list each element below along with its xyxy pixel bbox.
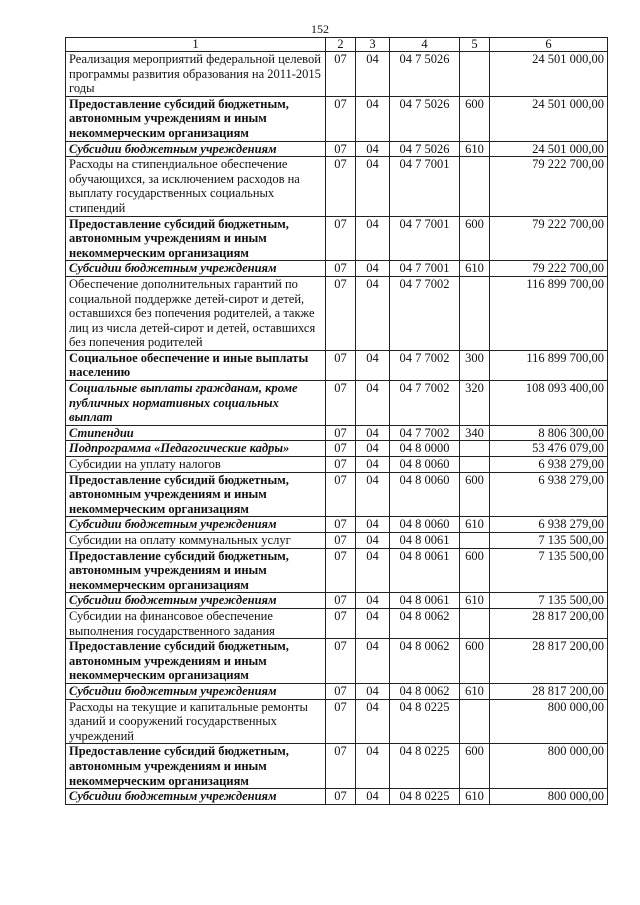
row-section-cell: 07 (326, 517, 356, 533)
row-amount-cell: 28 817 200,00 (490, 683, 608, 699)
row-target-article-cell: 04 8 0000 (390, 441, 460, 457)
row-expense-type-cell: 610 (460, 683, 490, 699)
row-expense-type-cell: 600 (460, 744, 490, 789)
row-expense-type-cell (460, 699, 490, 744)
table-row (66, 350, 608, 380)
table-row (66, 96, 608, 141)
row-section-cell: 07 (326, 639, 356, 684)
table-row (66, 441, 608, 457)
table-row (66, 216, 608, 261)
row-section-cell: 07 (326, 683, 356, 699)
table-row (66, 548, 608, 593)
row-name-cell: Реализация мероприятий федеральной целевой программы развития образования на 2011-2015 годы (66, 52, 326, 97)
row-section-cell: 07 (326, 608, 356, 638)
row-subsection-cell: 04 (356, 789, 390, 805)
row-amount-cell: 800 000,00 (490, 789, 608, 805)
row-amount-cell: 108 093 400,00 (490, 381, 608, 426)
header-col-5: 5 (460, 38, 490, 52)
row-expense-type-cell: 610 (460, 517, 490, 533)
row-subsection-cell: 04 (356, 157, 390, 216)
row-target-article-cell: 04 7 7002 (390, 276, 460, 350)
row-target-article-cell: 04 7 7001 (390, 216, 460, 261)
table-row (66, 457, 608, 473)
row-section-cell: 07 (326, 441, 356, 457)
row-amount-cell: 800 000,00 (490, 699, 608, 744)
row-section-cell: 07 (326, 52, 356, 97)
row-target-article-cell: 04 8 0061 (390, 548, 460, 593)
row-name-cell: Социальное обеспечение и иные выплаты населению (66, 350, 326, 380)
row-subsection-cell: 04 (356, 593, 390, 609)
table-row (66, 157, 608, 216)
row-target-article-cell: 04 7 5026 (390, 141, 460, 157)
row-amount-cell: 7 135 500,00 (490, 593, 608, 609)
row-amount-cell: 800 000,00 (490, 744, 608, 789)
row-subsection-cell: 04 (356, 216, 390, 261)
row-subsection-cell: 04 (356, 350, 390, 380)
table-row (66, 261, 608, 277)
table-row (66, 593, 608, 609)
row-name-cell: Предоставление субсидий бюджетным, автономным учреждениям и иным некоммерческим организациям (66, 216, 326, 261)
row-name-cell: Субсидии бюджетным учреждениям (66, 261, 326, 277)
row-name-cell: Субсидии на уплату налогов (66, 457, 326, 473)
row-amount-cell: 6 938 279,00 (490, 457, 608, 473)
row-section-cell: 07 (326, 789, 356, 805)
row-subsection-cell: 04 (356, 261, 390, 277)
row-name-cell: Субсидии бюджетным учреждениям (66, 683, 326, 699)
row-subsection-cell: 04 (356, 381, 390, 426)
table-body (66, 52, 608, 805)
row-target-article-cell: 04 7 7001 (390, 261, 460, 277)
header-col-4: 4 (390, 38, 460, 52)
row-amount-cell: 24 501 000,00 (490, 52, 608, 97)
row-name-cell: Расходы на текущие и капитальные ремонты зданий и сооружений государственных учреждений (66, 699, 326, 744)
row-target-article-cell: 04 8 0225 (390, 699, 460, 744)
row-target-article-cell: 04 8 0061 (390, 533, 460, 549)
budget-table (65, 37, 608, 805)
row-amount-cell: 79 222 700,00 (490, 216, 608, 261)
row-expense-type-cell (460, 608, 490, 638)
row-subsection-cell: 04 (356, 141, 390, 157)
row-target-article-cell: 04 8 0225 (390, 744, 460, 789)
table-row (66, 699, 608, 744)
row-subsection-cell: 04 (356, 548, 390, 593)
row-target-article-cell: 04 8 0225 (390, 789, 460, 805)
row-expense-type-cell: 600 (460, 639, 490, 684)
row-section-cell: 07 (326, 141, 356, 157)
row-target-article-cell: 04 7 5026 (390, 96, 460, 141)
row-expense-type-cell (460, 441, 490, 457)
row-amount-cell: 79 222 700,00 (490, 261, 608, 277)
row-section-cell: 07 (326, 744, 356, 789)
row-name-cell: Подпрограмма «Педагогические кадры» (66, 441, 326, 457)
row-subsection-cell: 04 (356, 457, 390, 473)
row-target-article-cell: 04 7 7002 (390, 381, 460, 426)
row-subsection-cell: 04 (356, 533, 390, 549)
row-name-cell: Субсидии на оплату коммунальных услуг (66, 533, 326, 549)
row-target-article-cell: 04 8 0060 (390, 472, 460, 517)
row-name-cell: Расходы на стипендиальное обеспечение обучающихся, за исключением расходов на выплату государственных социальных стипендий (66, 157, 326, 216)
row-expense-type-cell: 600 (460, 548, 490, 593)
row-expense-type-cell (460, 276, 490, 350)
header-row (66, 38, 608, 52)
row-expense-type-cell: 600 (460, 472, 490, 517)
header-col-2: 2 (326, 38, 356, 52)
table-row (66, 381, 608, 426)
row-subsection-cell: 04 (356, 96, 390, 141)
row-name-cell: Обеспечение дополнительных гарантий по социальной поддержке детей-сирот и детей, оставшихся без попечения родителей, а также лиц из числа детей-сирот и детей, оставшихся без попечения родителей (66, 276, 326, 350)
row-subsection-cell: 04 (356, 517, 390, 533)
row-section-cell: 07 (326, 216, 356, 261)
row-section-cell: 07 (326, 350, 356, 380)
table-row (66, 744, 608, 789)
table-row (66, 52, 608, 97)
row-name-cell: Субсидии бюджетным учреждениям (66, 593, 326, 609)
row-subsection-cell: 04 (356, 639, 390, 684)
row-amount-cell: 7 135 500,00 (490, 548, 608, 593)
row-name-cell: Субсидии бюджетным учреждениям (66, 517, 326, 533)
row-amount-cell: 116 899 700,00 (490, 276, 608, 350)
row-name-cell: Субсидии бюджетным учреждениям (66, 141, 326, 157)
row-subsection-cell: 04 (356, 276, 390, 350)
row-amount-cell: 28 817 200,00 (490, 608, 608, 638)
table-row (66, 517, 608, 533)
row-name-cell: Субсидии на финансовое обеспечение выполнения государственного задания (66, 608, 326, 638)
row-section-cell: 07 (326, 96, 356, 141)
row-amount-cell: 6 938 279,00 (490, 472, 608, 517)
table-row (66, 608, 608, 638)
row-expense-type-cell: 600 (460, 96, 490, 141)
row-amount-cell: 8 806 300,00 (490, 425, 608, 441)
row-subsection-cell: 04 (356, 699, 390, 744)
row-target-article-cell: 04 7 7002 (390, 425, 460, 441)
row-target-article-cell: 04 7 5026 (390, 52, 460, 97)
row-section-cell: 07 (326, 157, 356, 216)
row-name-cell: Предоставление субсидий бюджетным, автономным учреждениям и иным некоммерческим организациям (66, 472, 326, 517)
row-subsection-cell: 04 (356, 52, 390, 97)
row-name-cell: Социальные выплаты гражданам, кроме публичных нормативных социальных выплат (66, 381, 326, 426)
row-expense-type-cell (460, 52, 490, 97)
row-section-cell: 07 (326, 457, 356, 473)
row-section-cell: 07 (326, 548, 356, 593)
row-section-cell: 07 (326, 276, 356, 350)
row-name-cell: Предоставление субсидий бюджетным, автономным учреждениям и иным некоммерческим организациям (66, 639, 326, 684)
row-target-article-cell: 04 8 0062 (390, 639, 460, 684)
row-amount-cell: 116 899 700,00 (490, 350, 608, 380)
row-expense-type-cell: 340 (460, 425, 490, 441)
row-section-cell: 07 (326, 472, 356, 517)
row-amount-cell: 28 817 200,00 (490, 639, 608, 684)
table-row (66, 789, 608, 805)
row-section-cell: 07 (326, 593, 356, 609)
row-expense-type-cell (460, 157, 490, 216)
row-amount-cell: 7 135 500,00 (490, 533, 608, 549)
row-subsection-cell: 04 (356, 608, 390, 638)
table-row (66, 425, 608, 441)
table-row (66, 276, 608, 350)
row-expense-type-cell: 320 (460, 381, 490, 426)
table-row (66, 639, 608, 684)
row-expense-type-cell (460, 533, 490, 549)
row-expense-type-cell: 610 (460, 593, 490, 609)
row-subsection-cell: 04 (356, 744, 390, 789)
row-name-cell: Предоставление субсидий бюджетным, автономным учреждениям и иным некоммерческим организациям (66, 96, 326, 141)
row-amount-cell: 24 501 000,00 (490, 96, 608, 141)
row-expense-type-cell: 610 (460, 141, 490, 157)
row-expense-type-cell (460, 457, 490, 473)
row-section-cell: 07 (326, 425, 356, 441)
row-target-article-cell: 04 8 0062 (390, 683, 460, 699)
header-col-6: 6 (490, 38, 608, 52)
row-target-article-cell: 04 8 0060 (390, 517, 460, 533)
header-col-1: 1 (66, 38, 326, 52)
row-section-cell: 07 (326, 699, 356, 744)
row-target-article-cell: 04 8 0062 (390, 608, 460, 638)
table-row (66, 141, 608, 157)
row-section-cell: 07 (326, 261, 356, 277)
row-subsection-cell: 04 (356, 425, 390, 441)
row-amount-cell: 24 501 000,00 (490, 141, 608, 157)
row-target-article-cell: 04 7 7002 (390, 350, 460, 380)
row-section-cell: 07 (326, 533, 356, 549)
row-expense-type-cell: 610 (460, 789, 490, 805)
row-target-article-cell: 04 8 0061 (390, 593, 460, 609)
table-row (66, 472, 608, 517)
row-subsection-cell: 04 (356, 683, 390, 699)
row-name-cell: Стипендии (66, 425, 326, 441)
row-subsection-cell: 04 (356, 472, 390, 517)
row-name-cell: Предоставление субсидий бюджетным, автономным учреждениям и иным некоммерческим организациям (66, 744, 326, 789)
row-expense-type-cell: 610 (460, 261, 490, 277)
row-target-article-cell: 04 7 7001 (390, 157, 460, 216)
row-expense-type-cell: 600 (460, 216, 490, 261)
row-amount-cell: 53 476 079,00 (490, 441, 608, 457)
table-row (66, 683, 608, 699)
header-col-3: 3 (356, 38, 390, 52)
row-expense-type-cell: 300 (460, 350, 490, 380)
row-name-cell: Субсидии бюджетным учреждениям (66, 789, 326, 805)
row-subsection-cell: 04 (356, 441, 390, 457)
row-amount-cell: 79 222 700,00 (490, 157, 608, 216)
page-number: 152 (311, 22, 329, 36)
table-row (66, 533, 608, 549)
row-section-cell: 07 (326, 381, 356, 426)
row-name-cell: Предоставление субсидий бюджетным, автономным учреждениям и иным некоммерческим организациям (66, 548, 326, 593)
row-target-article-cell: 04 8 0060 (390, 457, 460, 473)
row-amount-cell: 6 938 279,00 (490, 517, 608, 533)
